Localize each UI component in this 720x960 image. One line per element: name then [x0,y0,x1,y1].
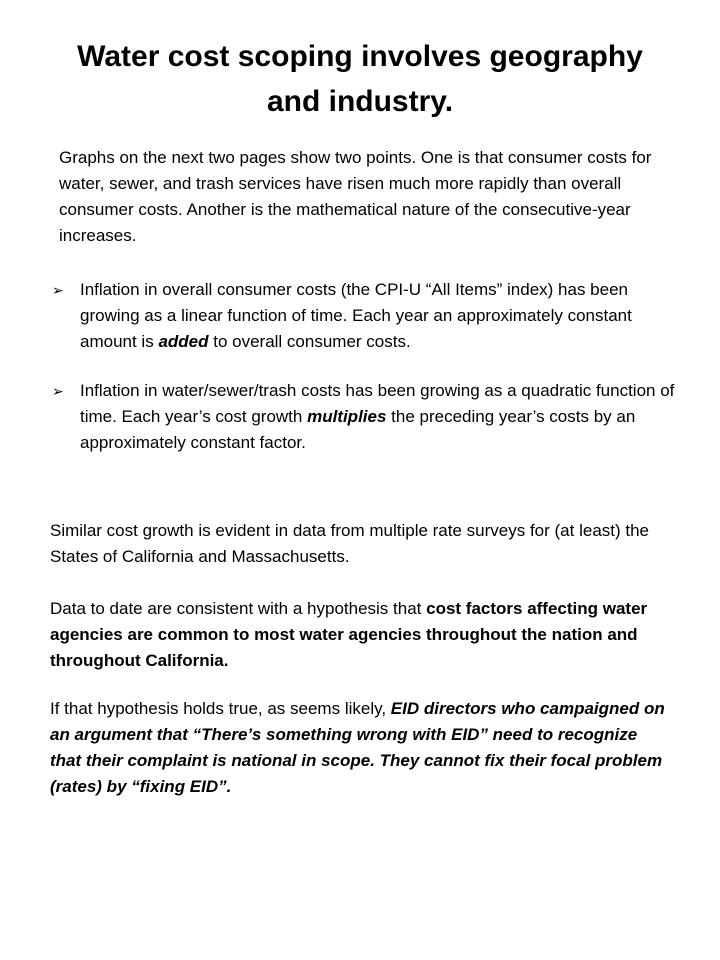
arrow-bullet-icon: ➢ [52,383,64,399]
conclusion-text: If that hypothesis holds true, as seems likely, [50,699,391,718]
arrow-bullet-icon: ➢ [52,282,64,298]
hypothesis-bold-text: cost factors affecting water agencies are common to most water agencies throughout the nation and throughout California. [50,599,648,670]
bullet-text-after: the preceding year’s costs by an approximately constant factor. [80,407,636,452]
page-title [40,34,680,124]
hypothesis-text: Data to date are consistent with a hypothesis that [50,599,427,618]
bullet-item-linear [50,277,680,355]
bullet-emphasis: multiplies [307,407,387,426]
hypothesis-paragraph [50,596,670,674]
bullet-text-after: to overall consumer costs. [208,332,411,351]
page-title-line2: and industry. [266,85,454,118]
bullet-text-before: Inflation in water/sewer/trash costs has been growing as a quadratic function of time. Each year’s cost growth [80,381,675,426]
page-title-line1: Water cost scoping involves geography [77,40,643,73]
conclusion-bold-italic-text: EID directors who campaigned on an argument that “There’s something wrong with EID” need to recognize that their complaint is national in scope. They cannot fix their focal problem (rates) by “fixing EID”. [50,699,665,796]
conclusion-paragraph [50,696,670,800]
intro-paragraph: Graphs on the next two pages show two points. One is that consumer costs for water, sewer, and trash services have risen much more rapidly than overall consumer costs. Another is the mathematical nature of the consecutive-year increases. [59,148,652,245]
bullet-item-quadratic [50,378,680,456]
bullet-text-before: Inflation in overall consumer costs (the CPI-U “All Items” index) has been growing as a linear function of time. Each year an approximately constant amount is [80,280,632,351]
bullet-list [50,277,680,479]
bullet-emphasis: added [158,332,209,351]
rate-surveys-paragraph: Similar cost growth is evident in data from multiple rate surveys for (at least) the States of California and Massachusetts. [50,521,650,566]
